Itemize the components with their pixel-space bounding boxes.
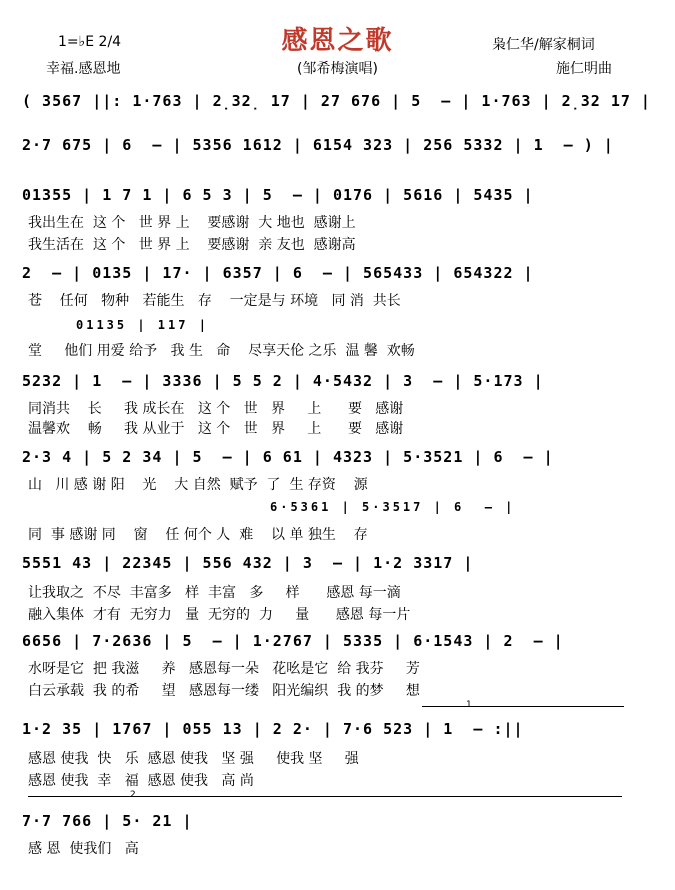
score-line-9: 5551 43 | 22345 | 556 432 | 3 – | 1·2 3317 |	[22, 554, 474, 572]
lyric-line-10b: 白云承载 我 的希 望 感恩每一缕 阳光编织 我 的梦 想	[28, 683, 420, 699]
lyric-line-9a: 让我取之 不尽 丰富多 样 丰富 多 样 感恩 每一滴	[28, 585, 401, 601]
volta-1-number: 1	[466, 700, 472, 710]
singer-credit: (邹希梅演唱)	[297, 61, 378, 77]
lyricist-credit: 枭仁华/解家桐词	[492, 37, 595, 53]
lyric-line-9b: 融入集体 才有 无穷力 量 无穷的 力 量 感恩 每一片	[28, 607, 411, 623]
lyric-line-6a: 同消共 长 我 成长在 这 个 世 界 上 要 感谢	[28, 401, 404, 417]
lyric-line-12: 感 恩 使我们 高	[28, 841, 139, 857]
score-line-10: 6656 | 7·2636 | 5 – | 1·2767 | 5335 | 6·1543 | 2 – |	[22, 632, 564, 650]
score-line-6: 5232 | 1 – | 3336 | 5 5 2 | 4·5432 | 3 – | 5·173 |	[22, 372, 544, 390]
score-line-2: 2·7 675 | 6 – | 5356 1612 | 6154 323 | 256 5332 | 1 – ) |	[22, 136, 614, 154]
lyric-line-11b: 感恩 使我 幸 福 感恩 使我 高 尚	[28, 773, 254, 789]
volta-2-bracket	[28, 796, 622, 797]
lyric-line-6b: 温馨欢 畅 我 从业于 这 个 世 界 上 要 感谢	[28, 421, 404, 437]
score-line-3: 01355 | 1 7 1 | 6 5 3 | 5 – | 0176 | 5616 | 5435 |	[22, 186, 534, 204]
score-line-1: ( 3567 ||: 1·763 | 2̣32̣ 17 | 27 676 | 5 – | 1·763 | 2̣32 17 |	[22, 92, 651, 110]
key-signature: 1=♭E 2/4	[58, 34, 122, 50]
lyric-line-3b: 我生活在 这 个 世 界 上 要感谢 亲 友也 感谢高	[28, 237, 356, 253]
score-line-11: 1·2 35 | 1767 | 055 13 | 2 2· | 7·6 523 | 1 – :||	[22, 720, 524, 738]
lyric-line-3a: 我出生在 这 个 世 界 上 要感谢 大 地也 感谢上	[28, 215, 356, 231]
volta-2-number: 2	[130, 790, 136, 800]
song-title: 感恩之歌	[281, 26, 394, 56]
volta-1-bracket	[422, 706, 624, 707]
lyric-line-10a: 水呀是它 把 我滋 养 感恩每一朵 花吆是它 给 我芬 芳	[28, 661, 420, 677]
lyric-line-11a: 感恩 使我 快 乐 感恩 使我 坚 强 使我 坚 强	[28, 751, 359, 767]
score-line-4: 2 – | 0135 | 17· | 6357 | 6 – | 565433 | 654322 |	[22, 264, 534, 282]
lyric-line-5: 堂 他们 用爱 给予 我 生 命 尽享天伦 之乐 温 馨 欢畅	[28, 343, 415, 359]
score-line-12: 7·7 766 | 5· 21 |	[22, 812, 193, 830]
lyric-line-8: 同 事 感谢 同 窗 任 何个 人 难 以 单 独生 存	[28, 527, 368, 543]
score-line-8: 6·5361 | 5·3517 | 6 – |	[270, 500, 516, 514]
tempo-marking: 幸福.感恩地	[46, 61, 121, 77]
lyric-line-7: 山 川 感 谢 阳 光 大 自然 赋予 了 生 存资 源	[28, 477, 368, 493]
composer-credit: 施仁明曲	[556, 61, 612, 77]
score-line-5: 01135 | 117 |	[76, 318, 209, 332]
lyric-line-4: 苍 任何 物种 若能生 存 一定是与 环境 同 消 共长	[28, 293, 401, 309]
score-line-7: 2·3 4 | 5 2 34 | 5 – | 6 61 | 4323 | 5·3521 | 6 – |	[22, 448, 554, 466]
